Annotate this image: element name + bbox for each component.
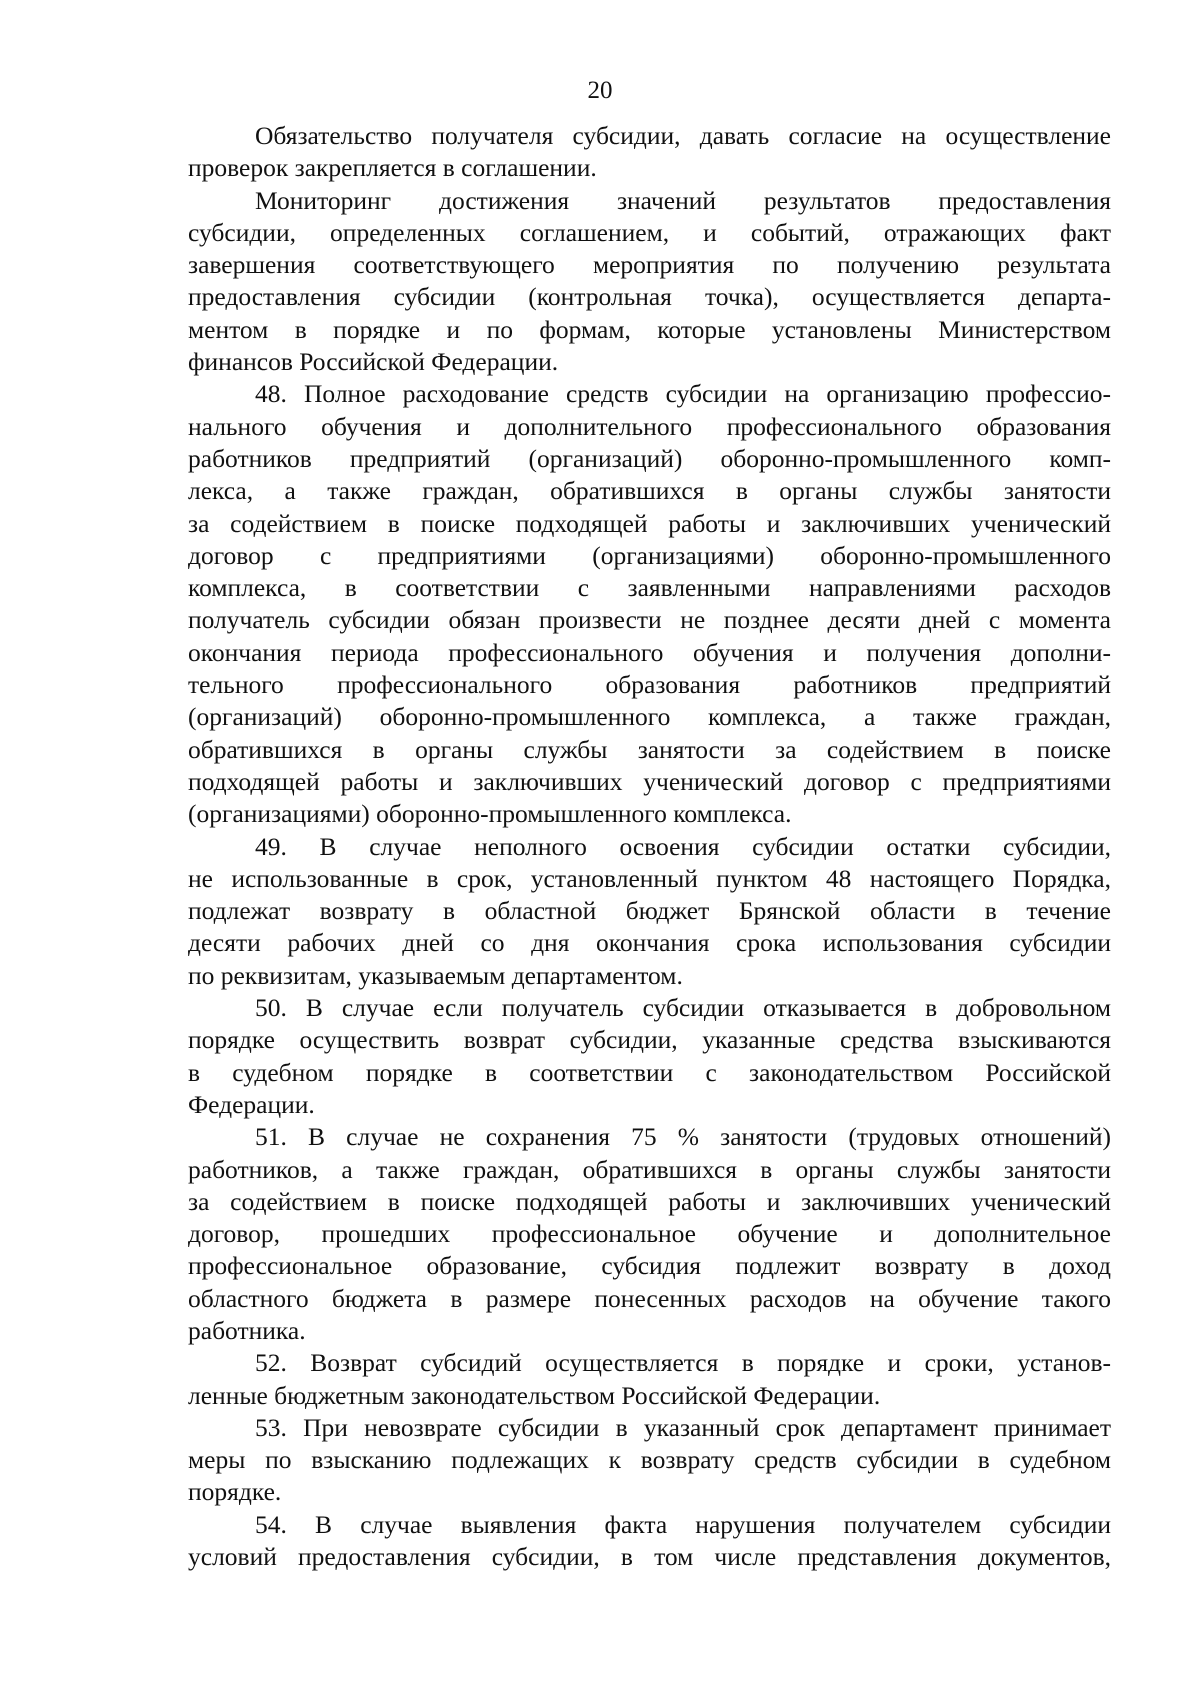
text-line: подлежат возврату в областной бюджет Брянской области в течение [188, 896, 1111, 926]
text-line: 50. В случае если получатель субсидии отказывается в добровольном [255, 993, 1111, 1023]
text-line: лекса, а также граждан, обратившихся в органы службы занятости [188, 476, 1111, 506]
text-line: не использованные в срок, установленный пунктом 48 настоящего Порядка, [188, 863, 1111, 893]
text-line: (организаций) оборонно-промышленного комплекса, а также граждан, [188, 702, 1111, 732]
text-line: порядке осуществить возврат субсидии, указанные средства взыскиваются [188, 1025, 1111, 1055]
text-line: субсидии, определенных соглашением, и событий, отражающих факт [188, 217, 1111, 247]
text-line: завершения соответствующего мероприятия по получению результата [188, 250, 1111, 280]
text-line: комплекса, в соответствии с заявленными направлениями расходов [188, 573, 1111, 603]
text-line: ментом в порядке и по формам, которые установлены Министерством [188, 314, 1111, 344]
text-line: за содействием в поиске подходящей работы и заключивших ученический [188, 508, 1111, 538]
text-line: договор, прошедших профессиональное обучение и дополнительное [188, 1219, 1111, 1249]
text-line: Мониторинг достижения значений результатов предоставления [255, 185, 1111, 215]
text-line: договор с предприятиями (организациями) оборонно-промышленного [188, 540, 1111, 570]
text-line: порядке. [188, 1477, 282, 1507]
text-line: 48. Полное расходование средств субсидии на организацию профессио- [255, 379, 1111, 409]
text-line: Обязательство получателя субсидии, давать согласие на осуществление [255, 121, 1111, 150]
text-line: областного бюджета в размере понесенных расходов на обучение такого [188, 1283, 1111, 1313]
text-line: 53. При невозврате субсидии в указанный срок департамент принимает [255, 1412, 1111, 1442]
text-line: обратившихся в органы службы занятости за содействием в поиске [188, 734, 1111, 764]
body-text [188, 120, 1111, 1573]
text-line: нального обучения и дополнительного профессионального образования [188, 411, 1111, 441]
text-line: 52. Возврат субсидий осуществляется в порядке и сроки, установ- [255, 1348, 1111, 1378]
text-line: работника. [188, 1315, 306, 1345]
text-line: профессиональное образование, субсидия подлежит возврату в доход [188, 1251, 1111, 1281]
text-line: ленные бюджетным законодательством Российской Федерации. [188, 1380, 881, 1410]
text-line: работников предприятий (организаций) оборонно-промышленного комп- [188, 443, 1111, 473]
text-line: 54. В случае выявления факта нарушения получателем субсидии [255, 1509, 1111, 1539]
text-line: получатель субсидии обязан произвести не позднее десяти дней с момента [188, 605, 1111, 635]
text-line: в судебном порядке в соответствии с законодательством Российской [188, 1057, 1111, 1087]
text-line: условий предоставления субсидии, в том числе представления документов, [188, 1542, 1111, 1572]
text-line: 51. В случае не сохранения 75 % занятости (трудовых отношений) [255, 1122, 1111, 1152]
text-line: подходящей работы и заключивших ученический договор с предприятиями [188, 766, 1111, 796]
text-line: Федерации. [188, 1089, 315, 1119]
text-line: предоставления субсидии (контрольная точка), осуществляется департа- [188, 282, 1111, 312]
page-number: 20 [587, 77, 613, 104]
text-line: (организациями) оборонно-промышленного комплекса. [188, 799, 792, 829]
text-line: финансов Российской Федерации. [188, 347, 559, 377]
text-line: десяти рабочих дней со дня окончания срока использования субсидии [188, 928, 1111, 958]
text-line: работников, а также граждан, обратившихся в органы службы занятости [188, 1154, 1111, 1184]
text-line: 49. В случае неполного освоения субсидии остатки субсидии, [255, 831, 1111, 861]
text-line: за содействием в поиске подходящей работы и заключивших ученический [188, 1186, 1111, 1216]
text-line: меры по взысканию подлежащих к возврату средств субсидии в судебном [188, 1445, 1111, 1475]
text-line: тельного профессионального образования работников предприятий [188, 670, 1111, 700]
text-line: по реквизитам, указываемым департаментом. [188, 960, 683, 990]
text-line: окончания периода профессионального обучения и получения дополни- [188, 637, 1111, 667]
text-line: проверок закрепляется в соглашении. [188, 153, 597, 183]
